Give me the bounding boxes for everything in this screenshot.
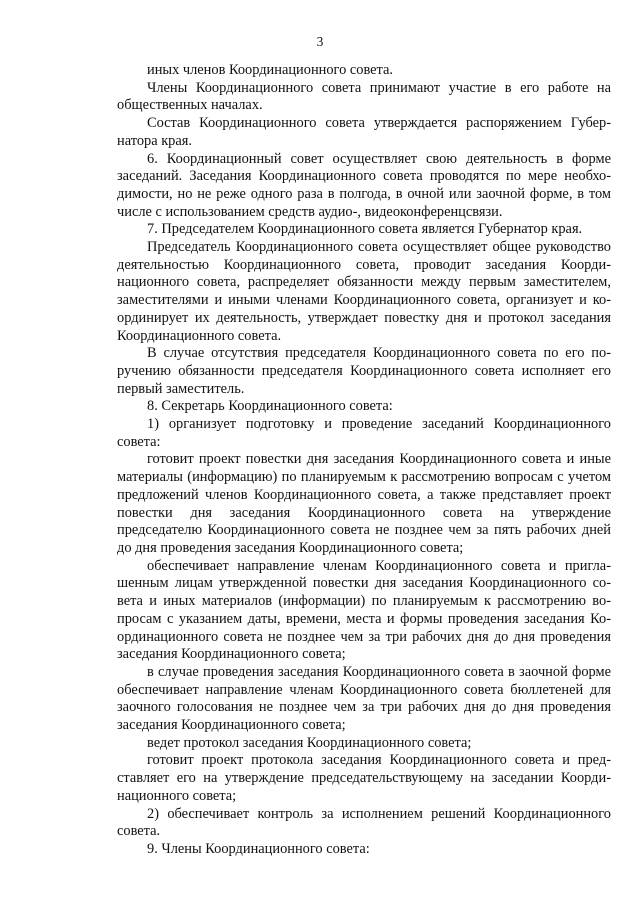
paragraph-absentee-ballots: в случае проведения заседания Координационного совета в заочной форме обеспечивает направление членам Координационного совета бюллетеней для заочного голосования не позднее чем за три рабочих дня до дня проведения заседания Координационного совета; xyxy=(117,663,611,734)
paragraph-prepares-minutes: готовит проект протокола заседания Координационного совета и представляет его на утверждение председательствующему на заседании Координационного совета; xyxy=(117,752,611,804)
paragraph-members-continuation: иных членов Координационного совета. xyxy=(147,62,394,78)
paragraph-secretary-sub-1: 1) организует подготовку и проведение заседаний Координационного совета: xyxy=(117,416,611,450)
paragraph-keeps-minutes: ведет протокол заседания Координационного совета; xyxy=(147,734,472,751)
paragraph-item-7-chairman: 7. Председателем Координационного совета является Губернатор края. xyxy=(147,221,583,238)
paragraph-sends-agenda: обеспечивает направление членам Координационного совета и приглашенным лицам утвержденной повестки дня заседания Координационного совета и иных материалов (информации) по планируемым к рассмотрению вопросам с указанием даты, времени, места и формы проведения заседания Координационного совета не позднее чем за три рабочих дня до дня проведения заседания Координационного совета; xyxy=(117,557,611,663)
paragraph-chairman-absence: В случае отсутствия председателя Координационного совета по его поручению обязанности председателя Координационного совета исполняет его первый заместитель. xyxy=(117,345,611,397)
document-body xyxy=(117,62,611,859)
paragraph-members-voluntary: Члены Координационного совета принимают участие в его работе на общественных началах. xyxy=(117,79,611,114)
paragraph-item-8-secretary: 8. Секретарь Координационного совета: xyxy=(147,398,393,415)
paragraph-chairman-duties: Председатель Координационного совета осуществляет общее руководство деятельностью Координационного совета, проводит заседания Координационного совета, распределяет обязанности между первым заместителем, заместителями и иными членами Координационного совета, организует и координирует их деятельность, утверждает повестку дня и протокол заседания Координационного совета. xyxy=(117,239,611,344)
page-number: 3 xyxy=(316,34,324,49)
paragraph-composition-approval: Состав Координационного совета утверждается распоряжением Губернатора края. xyxy=(117,115,611,149)
paragraph-item-6-meetings: 6. Координационный совет осуществляет свою деятельность в форме заседаний. Заседания Координационного совета проводятся по мере необходимости, но не реже одного раза в полгода, в очной или заочной форме, в том числе с использованием средств аудио-, видеоконференцсвязи. xyxy=(117,150,611,220)
paragraph-secretary-sub-2: 2) обеспечивает контроль за исполнением решений Координационного совета. xyxy=(117,805,611,840)
paragraph-prepares-agenda: готовит проект повестки дня заседания Координационного совета и иные материалы (информацию) по планируемым к рассмотрению вопросам с учетом предложений членов Координационного совета, а также представляет проект повестки дня заседания Координационного совета на утверждение председателю Координационного совета не позднее чем за пять рабочих дней до дня проведения заседания Координационного совета; xyxy=(117,451,611,556)
paragraph-item-9-members: 9. Члены Координационного совета: xyxy=(147,840,370,857)
